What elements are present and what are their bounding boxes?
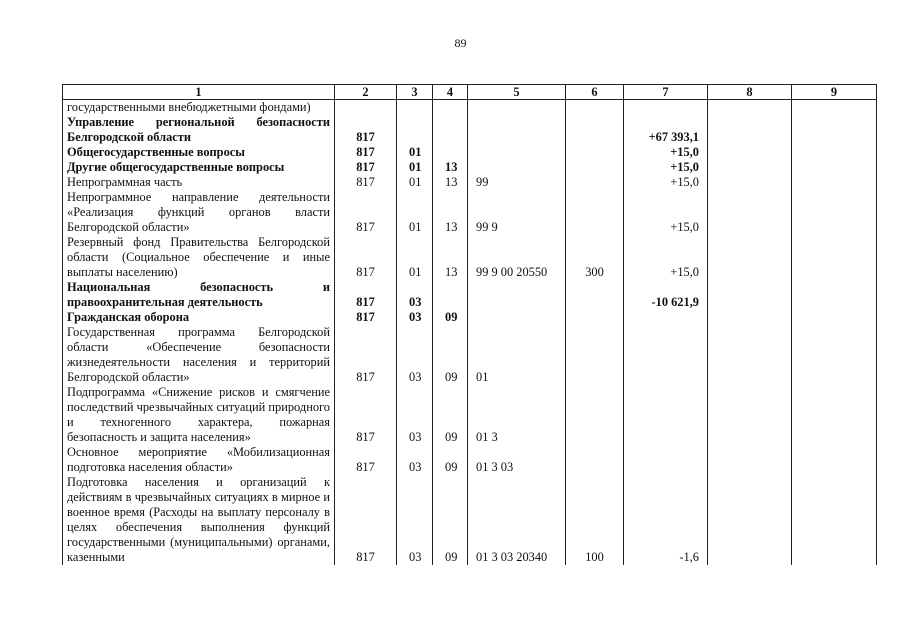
row-description: Национальная безопасность и правоохранительная деятельность bbox=[63, 280, 335, 310]
table-row bbox=[63, 280, 877, 310]
row-description: Гражданская оборона bbox=[63, 310, 335, 325]
row-code-col3: 01 bbox=[397, 235, 433, 280]
row-description: Непрограммное направление деятельности «Реализация функций органов власти Белгородской области» bbox=[63, 190, 335, 235]
row-code-col6: 300 bbox=[566, 235, 624, 280]
table-row bbox=[63, 190, 877, 235]
row-value-col7 bbox=[624, 325, 708, 385]
row-code-col4 bbox=[433, 115, 468, 145]
row-description: Основное мероприятие «Мобилизационная подготовка населения области» bbox=[63, 445, 335, 475]
row-empty-col8 bbox=[708, 190, 792, 235]
row-empty-col9 bbox=[792, 325, 877, 385]
row-code-col2: 817 bbox=[335, 115, 397, 145]
row-code-col2: 817 bbox=[335, 235, 397, 280]
row-code-col5: 99 bbox=[468, 175, 566, 190]
table-row bbox=[63, 385, 877, 445]
row-code-col4: 13 bbox=[433, 160, 468, 175]
row-code-col3 bbox=[397, 100, 433, 116]
row-code-col2: 817 bbox=[335, 475, 397, 565]
table-row bbox=[63, 160, 877, 175]
row-code-col2: 817 bbox=[335, 145, 397, 160]
row-code-col5: 99 9 bbox=[468, 190, 566, 235]
row-code-col5: 01 3 03 20340 bbox=[468, 475, 566, 565]
row-code-col3: 01 bbox=[397, 145, 433, 160]
row-code-col4: 09 bbox=[433, 475, 468, 565]
column-header-3: 3 bbox=[397, 85, 433, 100]
row-code-col6 bbox=[566, 190, 624, 235]
row-code-col5 bbox=[468, 100, 566, 116]
row-code-col4: 13 bbox=[433, 235, 468, 280]
row-empty-col9 bbox=[792, 235, 877, 280]
row-code-col5: 99 9 00 20550 bbox=[468, 235, 566, 280]
row-empty-col8 bbox=[708, 475, 792, 565]
row-code-col3: 03 bbox=[397, 280, 433, 310]
row-empty-col9 bbox=[792, 100, 877, 116]
row-value-col7: +15,0 bbox=[624, 235, 708, 280]
row-empty-col8 bbox=[708, 280, 792, 310]
row-code-col5: 01 3 bbox=[468, 385, 566, 445]
row-code-col4 bbox=[433, 280, 468, 310]
table-row bbox=[63, 475, 877, 565]
row-code-col6 bbox=[566, 280, 624, 310]
row-value-col7: +67 393,1 bbox=[624, 115, 708, 145]
table-row bbox=[63, 310, 877, 325]
row-code-col6 bbox=[566, 325, 624, 385]
row-code-col5 bbox=[468, 280, 566, 310]
column-header-4: 4 bbox=[433, 85, 468, 100]
row-empty-col9 bbox=[792, 115, 877, 145]
row-code-col4: 13 bbox=[433, 175, 468, 190]
column-header-1: 1 bbox=[63, 85, 335, 100]
row-empty-col9 bbox=[792, 445, 877, 475]
row-code-col6 bbox=[566, 145, 624, 160]
table-body bbox=[63, 100, 877, 566]
row-value-col7: +15,0 bbox=[624, 145, 708, 160]
column-header-2: 2 bbox=[335, 85, 397, 100]
row-description: Подготовка населения и организаций к действиям в чрезвычайных ситуациях в мирное и военное время (Расходы на выплату персоналу в целях обеспечения выполнения функций государственными (муниципальными) органами, казенными bbox=[63, 475, 335, 565]
row-empty-col9 bbox=[792, 160, 877, 175]
row-empty-col9 bbox=[792, 175, 877, 190]
row-value-col7 bbox=[624, 385, 708, 445]
row-empty-col9 bbox=[792, 145, 877, 160]
row-empty-col9 bbox=[792, 280, 877, 310]
row-value-col7: -10 621,9 bbox=[624, 280, 708, 310]
row-code-col5 bbox=[468, 145, 566, 160]
row-empty-col8 bbox=[708, 145, 792, 160]
table-row bbox=[63, 325, 877, 385]
column-header-6: 6 bbox=[566, 85, 624, 100]
row-code-col5: 01 3 03 bbox=[468, 445, 566, 475]
table-row bbox=[63, 445, 877, 475]
row-code-col6 bbox=[566, 385, 624, 445]
row-empty-col8 bbox=[708, 100, 792, 116]
column-header-7: 7 bbox=[624, 85, 708, 100]
row-code-col2: 817 bbox=[335, 385, 397, 445]
row-empty-col8 bbox=[708, 385, 792, 445]
row-code-col5 bbox=[468, 160, 566, 175]
row-empty-col8 bbox=[708, 235, 792, 280]
row-code-col6 bbox=[566, 160, 624, 175]
row-description: Управление региональной безопасности Белгородской области bbox=[63, 115, 335, 145]
row-value-col7 bbox=[624, 310, 708, 325]
row-value-col7: +15,0 bbox=[624, 160, 708, 175]
row-code-col6 bbox=[566, 100, 624, 116]
row-description: Непрограммная часть bbox=[63, 175, 335, 190]
row-empty-col8 bbox=[708, 175, 792, 190]
row-code-col3: 01 bbox=[397, 160, 433, 175]
row-code-col3: 01 bbox=[397, 190, 433, 235]
row-empty-col9 bbox=[792, 475, 877, 565]
row-code-col2: 817 bbox=[335, 175, 397, 190]
row-code-col6 bbox=[566, 310, 624, 325]
row-description: Другие общегосударственные вопросы bbox=[63, 160, 335, 175]
row-empty-col9 bbox=[792, 385, 877, 445]
row-code-col4 bbox=[433, 100, 468, 116]
row-code-col6 bbox=[566, 175, 624, 190]
row-code-col6 bbox=[566, 115, 624, 145]
row-empty-col9 bbox=[792, 310, 877, 325]
row-empty-col8 bbox=[708, 310, 792, 325]
row-code-col2: 817 bbox=[335, 160, 397, 175]
row-code-col3: 03 bbox=[397, 475, 433, 565]
column-header-5: 5 bbox=[468, 85, 566, 100]
row-code-col2: 817 bbox=[335, 445, 397, 475]
row-value-col7 bbox=[624, 100, 708, 116]
row-code-col4: 09 bbox=[433, 310, 468, 325]
row-code-col3: 03 bbox=[397, 310, 433, 325]
row-empty-col9 bbox=[792, 190, 877, 235]
row-description: Государственная программа Белгородской области «Обеспечение безопасности жизнедеятельности населения и территорий Белгородской области» bbox=[63, 325, 335, 385]
table-header-row bbox=[63, 85, 877, 100]
table-row bbox=[63, 145, 877, 160]
row-empty-col8 bbox=[708, 160, 792, 175]
row-code-col2: 817 bbox=[335, 280, 397, 310]
row-value-col7: -1,6 bbox=[624, 475, 708, 565]
row-code-col5 bbox=[468, 115, 566, 145]
row-value-col7 bbox=[624, 445, 708, 475]
row-code-col3 bbox=[397, 115, 433, 145]
row-description: государственными внебюджетными фондами) bbox=[63, 100, 335, 116]
row-code-col4: 09 bbox=[433, 445, 468, 475]
table-row bbox=[63, 235, 877, 280]
row-code-col2: 817 bbox=[335, 325, 397, 385]
table-row bbox=[63, 115, 877, 145]
column-header-9: 9 bbox=[792, 85, 877, 100]
page-number: 89 bbox=[454, 36, 467, 50]
row-code-col5: 01 bbox=[468, 325, 566, 385]
row-value-col7: +15,0 bbox=[624, 175, 708, 190]
row-code-col2: 817 bbox=[335, 190, 397, 235]
row-code-col3: 03 bbox=[397, 445, 433, 475]
row-code-col3: 03 bbox=[397, 325, 433, 385]
row-description: Общегосударственные вопросы bbox=[63, 145, 335, 160]
row-code-col6: 100 bbox=[566, 475, 624, 565]
row-code-col6 bbox=[566, 445, 624, 475]
column-header-8: 8 bbox=[708, 85, 792, 100]
row-code-col4: 09 bbox=[433, 385, 468, 445]
row-code-col3: 01 bbox=[397, 175, 433, 190]
row-code-col3: 03 bbox=[397, 385, 433, 445]
row-code-col2: 817 bbox=[335, 310, 397, 325]
row-code-col5 bbox=[468, 310, 566, 325]
row-code-col4: 13 bbox=[433, 190, 468, 235]
table-row bbox=[63, 175, 877, 190]
row-description: Подпрограмма «Снижение рисков и смягчение последствий чрезвычайных ситуаций природного и техногенного характера, пожарная безопасность и защита населения» bbox=[63, 385, 335, 445]
row-empty-col8 bbox=[708, 325, 792, 385]
row-code-col4 bbox=[433, 145, 468, 160]
row-code-col2 bbox=[335, 100, 397, 116]
row-value-col7: +15,0 bbox=[624, 190, 708, 235]
row-empty-col8 bbox=[708, 445, 792, 475]
row-empty-col8 bbox=[708, 115, 792, 145]
table-row bbox=[63, 100, 877, 116]
budget-table bbox=[62, 84, 877, 565]
row-description: Резервный фонд Правительства Белгородской области (Социальное обеспечение и иные выплаты населению) bbox=[63, 235, 335, 280]
row-code-col4: 09 bbox=[433, 325, 468, 385]
